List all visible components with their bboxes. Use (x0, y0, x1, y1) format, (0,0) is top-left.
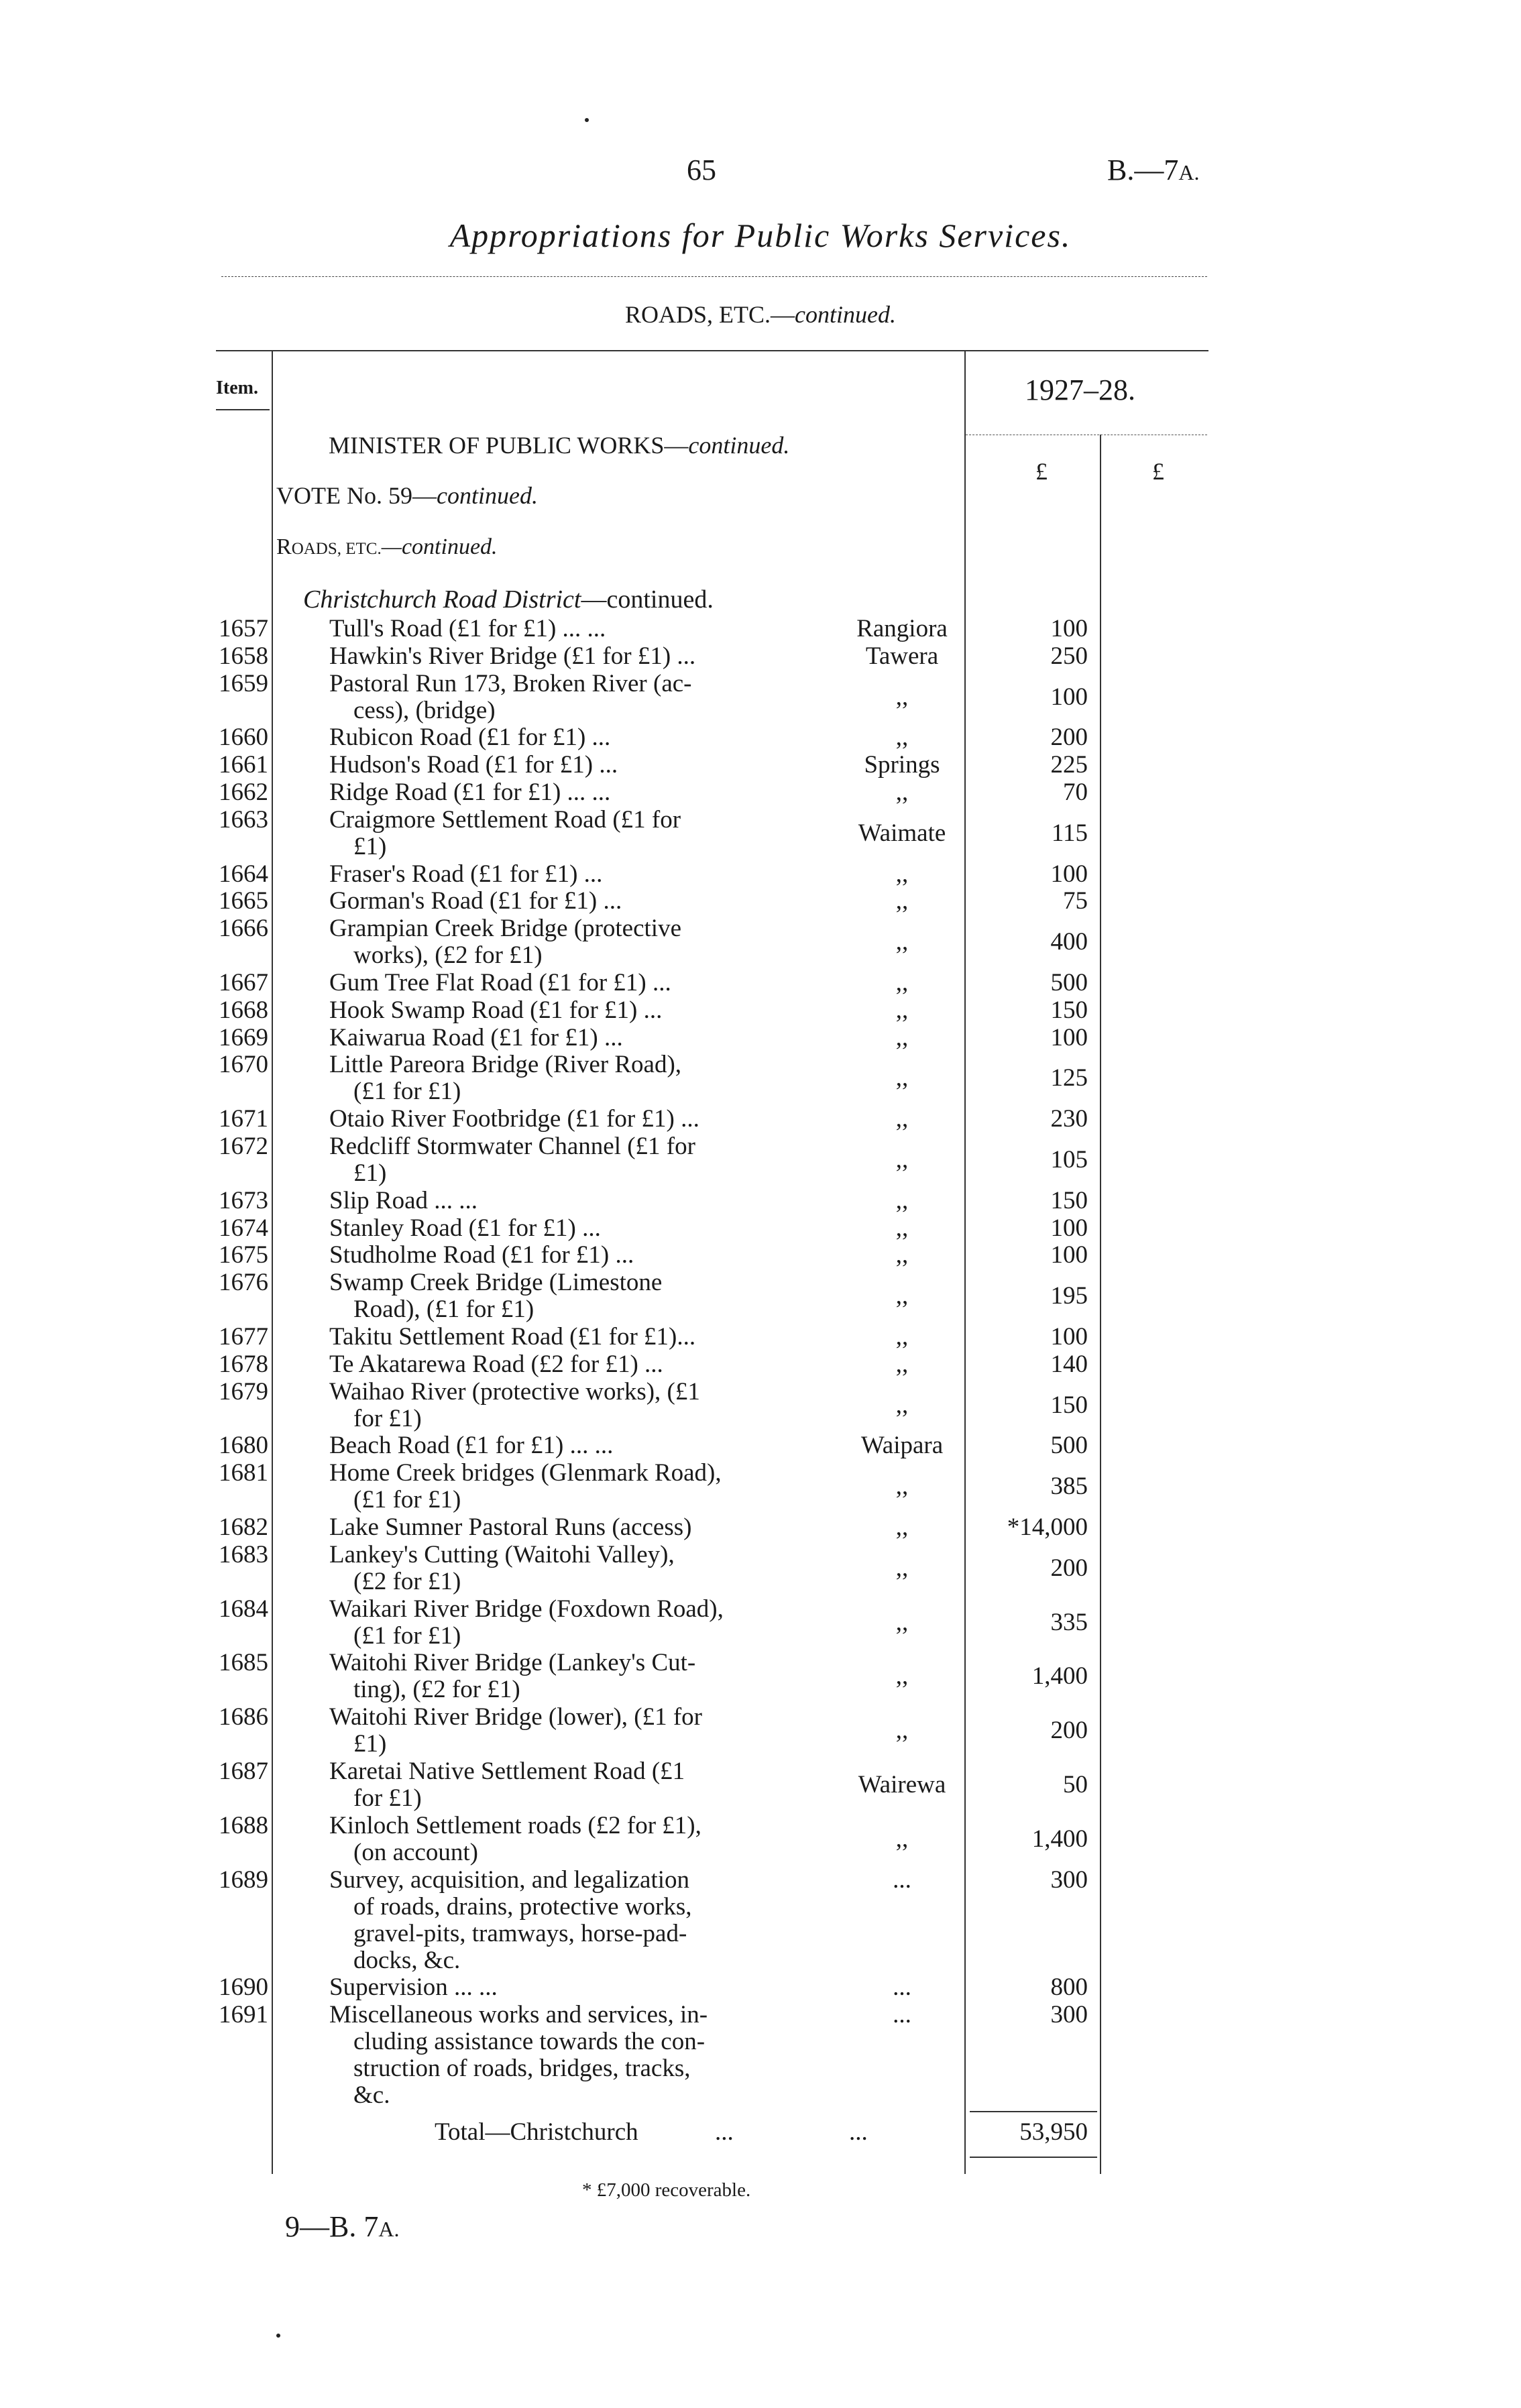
item-number: 1663 (219, 805, 268, 834)
item-amount: 100 (1050, 1214, 1088, 1242)
roads-heading-small: OADS, ETC. (291, 540, 382, 558)
description-line: (£1 for £1) (353, 1078, 461, 1106)
description-line: Gorman's Road (£1 for £1) ... (329, 887, 622, 915)
total-leader-2: ... (849, 2118, 868, 2146)
item-amount: 300 (1050, 2001, 1088, 2029)
description-line: struction of roads, bridges, tracks, (353, 2055, 691, 2083)
item-amount: 250 (1050, 642, 1088, 670)
description-line: Takitu Settlement Road (£1 for £1)... (329, 1323, 696, 1351)
district-heading-rest: —continued. (581, 585, 714, 614)
item-amount: 200 (1050, 1717, 1088, 1745)
item-description (329, 1269, 772, 1323)
district-name: ... (893, 1866, 911, 1894)
item-amount: 100 (1050, 1241, 1088, 1269)
item-description (329, 1514, 772, 1541)
item-amount: 50 (1063, 1771, 1088, 1798)
currency-header-1: £ (1035, 458, 1048, 485)
district-name: ,, (895, 1513, 909, 1541)
description-line: Waitohi River Bridge (Lankey's Cut- (329, 1649, 696, 1677)
district-name: ,, (895, 1186, 909, 1214)
district-name: ,, (895, 1146, 909, 1173)
description-line: Hawkin's River Bridge (£1 for £1) ... (329, 642, 696, 670)
description-line: Miscellaneous works and services, in- (329, 2001, 708, 2029)
description-line: Waihao River (protective works), (£1 (329, 1377, 700, 1406)
total-label: Total—Christchurch (435, 2118, 638, 2146)
item-description (329, 1106, 772, 1133)
item-header-rule (216, 409, 270, 410)
minister-heading-main: MINISTER OF PUBLIC WORKS— (329, 432, 689, 459)
total-upper-rule (970, 2111, 1097, 2112)
item-amount: *14,000 (1007, 1513, 1088, 1541)
item-description (329, 888, 772, 915)
minister-heading (329, 431, 789, 459)
item-amount: 100 (1050, 683, 1088, 711)
district-name: Rangiora (856, 615, 948, 642)
description-line: Supervision ... ... (329, 1973, 498, 2002)
description-line: (£2 for £1) (353, 1567, 461, 1595)
item-number: 1660 (219, 724, 268, 752)
description-line: Tull's Road (£1 for £1) ... ... (329, 615, 606, 642)
item-number: 1673 (219, 1186, 268, 1214)
section-subtitle (0, 300, 1521, 329)
description-line: Kaiwarua Road (£1 for £1) ... (329, 1023, 623, 1051)
item-amount: 400 (1050, 928, 1088, 956)
item-description (329, 643, 772, 670)
item-number: 1661 (219, 751, 268, 779)
title-rule (221, 276, 1207, 277)
item-amount: 200 (1050, 1554, 1088, 1582)
item-number: 1676 (219, 1269, 268, 1297)
district-name: ... (893, 1973, 911, 2002)
item-description (329, 1133, 772, 1187)
description-line: Hook Swamp Road (£1 for £1) ... (329, 996, 663, 1024)
item-description (329, 1650, 772, 1703)
district-name: ,, (895, 779, 909, 806)
item-description (329, 1379, 772, 1432)
district-name: Waimate (858, 819, 946, 847)
description-line: (£1 for £1) (353, 1621, 461, 1650)
description-line: works), (£2 for £1) (353, 941, 543, 970)
item-amount: 1,400 (1031, 1662, 1088, 1690)
item-amount: 150 (1050, 1186, 1088, 1214)
description-line: Redcliff Stormwater Channel (£1 for (329, 1133, 695, 1160)
description-line: £1) (353, 832, 387, 860)
item-description (329, 752, 772, 779)
item-amount: 385 (1050, 1473, 1088, 1501)
district-name: ,, (895, 1023, 909, 1051)
item-description (329, 1242, 772, 1269)
description-line: Hudson's Road (£1 for £1) ... (329, 751, 618, 779)
description-line: gravel-pits, tramways, horse-pad- (353, 1919, 687, 1947)
description-line: ting), (£2 for £1) (353, 1676, 520, 1704)
currency-header-2: £ (1152, 458, 1164, 485)
item-description (329, 970, 772, 996)
district-name: ,, (895, 1241, 909, 1269)
page-title: Appropriations for Public Works Services. (449, 217, 1072, 254)
subtitle-main: ROADS, ETC.— (625, 301, 795, 328)
description-line: Home Creek bridges (Glenmark Road), (329, 1459, 722, 1487)
description-line: of roads, drains, protective works, (353, 1892, 692, 1920)
district-name: ,, (895, 1282, 909, 1310)
total-lower-rule (970, 2157, 1097, 2158)
item-description (329, 1704, 772, 1758)
description-line: &c. (353, 2081, 390, 2110)
item-number: 1669 (219, 1023, 268, 1051)
signature-suffix: A. (378, 2217, 400, 2241)
page-number: 65 (687, 154, 716, 186)
item-number: 1686 (219, 1703, 268, 1731)
subtitle-italic: continued. (795, 301, 896, 328)
district-name: ... (893, 2001, 911, 2029)
item-number: 1665 (219, 887, 268, 915)
item-description (329, 2002, 772, 2109)
item-number: 1688 (219, 1811, 268, 1839)
description-line: cluding assistance towards the con- (353, 2028, 706, 2056)
item-number: 1667 (219, 969, 268, 996)
item-description (329, 1324, 772, 1351)
description-line: docks, &c. (353, 1946, 461, 1974)
item-number: 1684 (219, 1595, 268, 1623)
district-name: ,, (895, 860, 909, 888)
district-name: ,, (895, 1391, 909, 1419)
item-description (329, 1542, 772, 1595)
district-name: ,, (895, 996, 909, 1024)
table-top-rule (216, 350, 1208, 351)
total-leader-1: ... (715, 2118, 734, 2146)
item-amount: 140 (1050, 1350, 1088, 1378)
item-description (329, 1758, 772, 1812)
item-description (329, 1188, 772, 1214)
document-code-prefix: B.—7 (1107, 154, 1179, 186)
item-amount: 500 (1050, 969, 1088, 996)
district-name: ,, (895, 724, 909, 752)
item-amount: 200 (1050, 724, 1088, 752)
item-column-divider (272, 350, 273, 2174)
item-amount: 230 (1050, 1105, 1088, 1133)
description-line: Little Pareora Bridge (River Road), (329, 1051, 682, 1079)
amount-column-right-rule (1100, 435, 1101, 2174)
item-number: 1681 (219, 1459, 268, 1487)
district-name: ,, (895, 1064, 909, 1092)
item-description (329, 1351, 772, 1378)
item-amount: 75 (1063, 887, 1088, 915)
item-number: 1675 (219, 1241, 268, 1269)
description-line: (£1 for £1) (353, 1486, 461, 1514)
item-number: 1668 (219, 996, 268, 1024)
item-number: 1678 (219, 1350, 268, 1378)
description-line: Stanley Road (£1 for £1) ... (329, 1214, 601, 1242)
item-description (329, 1025, 772, 1051)
item-description (329, 915, 772, 969)
item-description (329, 1974, 772, 2001)
item-number: 1672 (219, 1133, 268, 1160)
district-name: ,, (895, 1350, 909, 1378)
description-line: Kinloch Settlement roads (£2 for £1), (329, 1811, 701, 1839)
district-name: ,, (895, 1214, 909, 1242)
description-line: Beach Road (£1 for £1) ... ... (329, 1432, 614, 1460)
item-amount: 105 (1050, 1146, 1088, 1173)
description-line: Survey, acquisition, and legalization (329, 1866, 690, 1894)
item-amount: 225 (1050, 751, 1088, 779)
district-name: ,, (895, 1105, 909, 1133)
item-number: 1682 (219, 1513, 268, 1541)
description-line: Slip Road ... ... (329, 1186, 477, 1214)
district-heading-italic: Christchurch Road District (303, 585, 581, 614)
item-number: 1664 (219, 860, 268, 888)
description-line: Rubicon Road (£1 for £1) ... (329, 724, 611, 752)
document-code-suffix: A. (1178, 160, 1200, 184)
district-heading (303, 585, 714, 614)
item-column-header: Item. (216, 378, 258, 398)
item-amount: 150 (1050, 1391, 1088, 1419)
district-name: Springs (864, 751, 940, 779)
district-name: Wairewa (858, 1771, 946, 1798)
minister-heading-italic: continued. (688, 432, 790, 459)
item-number: 1658 (219, 642, 268, 670)
vote-heading-main: VOTE No. 59— (276, 482, 437, 509)
roads-heading (276, 534, 498, 560)
description-line: (on account) (353, 1838, 478, 1866)
item-amount: 800 (1050, 1973, 1088, 2002)
description-line: Swamp Creek Bridge (Limestone (329, 1269, 663, 1297)
item-number: 1687 (219, 1758, 268, 1785)
year-header: 1927–28. (1025, 374, 1135, 406)
district-name: ,, (895, 928, 909, 956)
description-line: Road), (£1 for £1) (353, 1296, 534, 1324)
item-description (329, 1813, 772, 1866)
description-line: Lankey's Cutting (Waitohi Valley), (329, 1540, 675, 1568)
item-amount: 100 (1050, 860, 1088, 888)
item-description (329, 1867, 772, 1974)
district-name: ,, (895, 1662, 909, 1690)
item-description (329, 616, 772, 642)
item-description (329, 861, 772, 888)
item-number: 1674 (219, 1214, 268, 1242)
signature-prefix: 9—B. 7 (285, 2210, 379, 2243)
item-amount: 115 (1051, 819, 1088, 847)
item-number: 1659 (219, 669, 268, 697)
description-line: Te Akatarewa Road (£2 for £1) ... (329, 1350, 663, 1378)
item-number: 1685 (219, 1649, 268, 1677)
footnote: * £7,000 recoverable. (582, 2179, 751, 2201)
roads-heading-italic: —continued. (381, 534, 498, 559)
item-number: 1662 (219, 779, 268, 806)
vote-heading-italic: continued. (436, 482, 538, 509)
description-line: for £1) (353, 1784, 422, 1812)
description-line: Craigmore Settlement Road (£1 for (329, 805, 681, 834)
district-name: ,, (895, 1554, 909, 1582)
description-line: for £1) (353, 1404, 422, 1432)
item-amount: 70 (1063, 779, 1088, 806)
district-name: Waipara (860, 1432, 944, 1460)
item-number: 1679 (219, 1377, 268, 1406)
print-mark-top (585, 118, 589, 122)
item-amount: 300 (1050, 1866, 1088, 1894)
item-amount: 100 (1050, 1323, 1088, 1351)
item-description (329, 1596, 772, 1650)
item-description (329, 671, 772, 724)
item-description (329, 1432, 772, 1459)
item-number: 1680 (219, 1432, 268, 1460)
item-description (329, 779, 772, 806)
item-amount: 1,400 (1031, 1825, 1088, 1853)
item-amount: 100 (1050, 615, 1088, 642)
district-name: ,, (895, 1323, 909, 1351)
description-line: Ridge Road (£1 for £1) ... ... (329, 779, 611, 806)
item-amount: 195 (1050, 1282, 1088, 1310)
print-mark-bottom (276, 2334, 280, 2338)
district-name: ,, (895, 1717, 909, 1745)
item-number: 1671 (219, 1105, 268, 1133)
district-name: ,, (895, 969, 909, 996)
item-amount: 125 (1050, 1064, 1088, 1092)
district-name: ,, (895, 683, 909, 711)
description-line: £1) (353, 1159, 387, 1187)
item-number: 1670 (219, 1051, 268, 1079)
description-line: Grampian Creek Bridge (protective (329, 915, 681, 943)
vote-heading (276, 481, 538, 510)
total-amount: 53,950 (1019, 2118, 1088, 2146)
item-number: 1683 (219, 1540, 268, 1568)
item-amount: 335 (1050, 1608, 1088, 1636)
description-line: Otaio River Footbridge (£1 for £1) ... (329, 1105, 699, 1133)
description-line: Fraser's Road (£1 for £1) ... (329, 860, 603, 888)
description-line: cess), (bridge) (353, 696, 496, 724)
item-number: 1691 (219, 2001, 268, 2029)
item-number: 1690 (219, 1973, 268, 2002)
description-line: Studholme Road (£1 for £1) ... (329, 1241, 634, 1269)
item-description (329, 807, 772, 860)
document-code (1107, 153, 1199, 187)
item-number: 1666 (219, 915, 268, 943)
district-name: ,, (895, 1608, 909, 1636)
item-description (329, 1051, 772, 1105)
district-name: ,, (895, 1473, 909, 1501)
district-name: ,, (895, 887, 909, 915)
description-line: Pastoral Run 173, Broken River (ac- (329, 669, 692, 697)
item-amount: 100 (1050, 1023, 1088, 1051)
description-line: £1) (353, 1730, 387, 1758)
item-description (329, 1215, 772, 1242)
district-name: Tawera (865, 642, 939, 670)
description-line: Waikari River Bridge (Foxdown Road), (329, 1595, 724, 1623)
item-description (329, 1460, 772, 1513)
item-number: 1677 (219, 1323, 268, 1351)
district-name: ,, (895, 1825, 909, 1853)
description-line: Karetai Native Settlement Road (£1 (329, 1758, 685, 1785)
description-line: Lake Sumner Pastoral Runs (access) (329, 1513, 692, 1541)
item-number: 1657 (219, 615, 268, 642)
roads-heading-first: R (276, 534, 292, 559)
item-description (329, 997, 772, 1024)
printer-signature (285, 2210, 399, 2244)
item-amount: 150 (1050, 996, 1088, 1024)
item-amount: 500 (1050, 1432, 1088, 1460)
description-line: Waitohi River Bridge (lower), (£1 for (329, 1703, 702, 1731)
item-number: 1689 (219, 1866, 268, 1894)
description-line: Gum Tree Flat Road (£1 for £1) ... (329, 969, 671, 996)
item-description (329, 724, 772, 751)
